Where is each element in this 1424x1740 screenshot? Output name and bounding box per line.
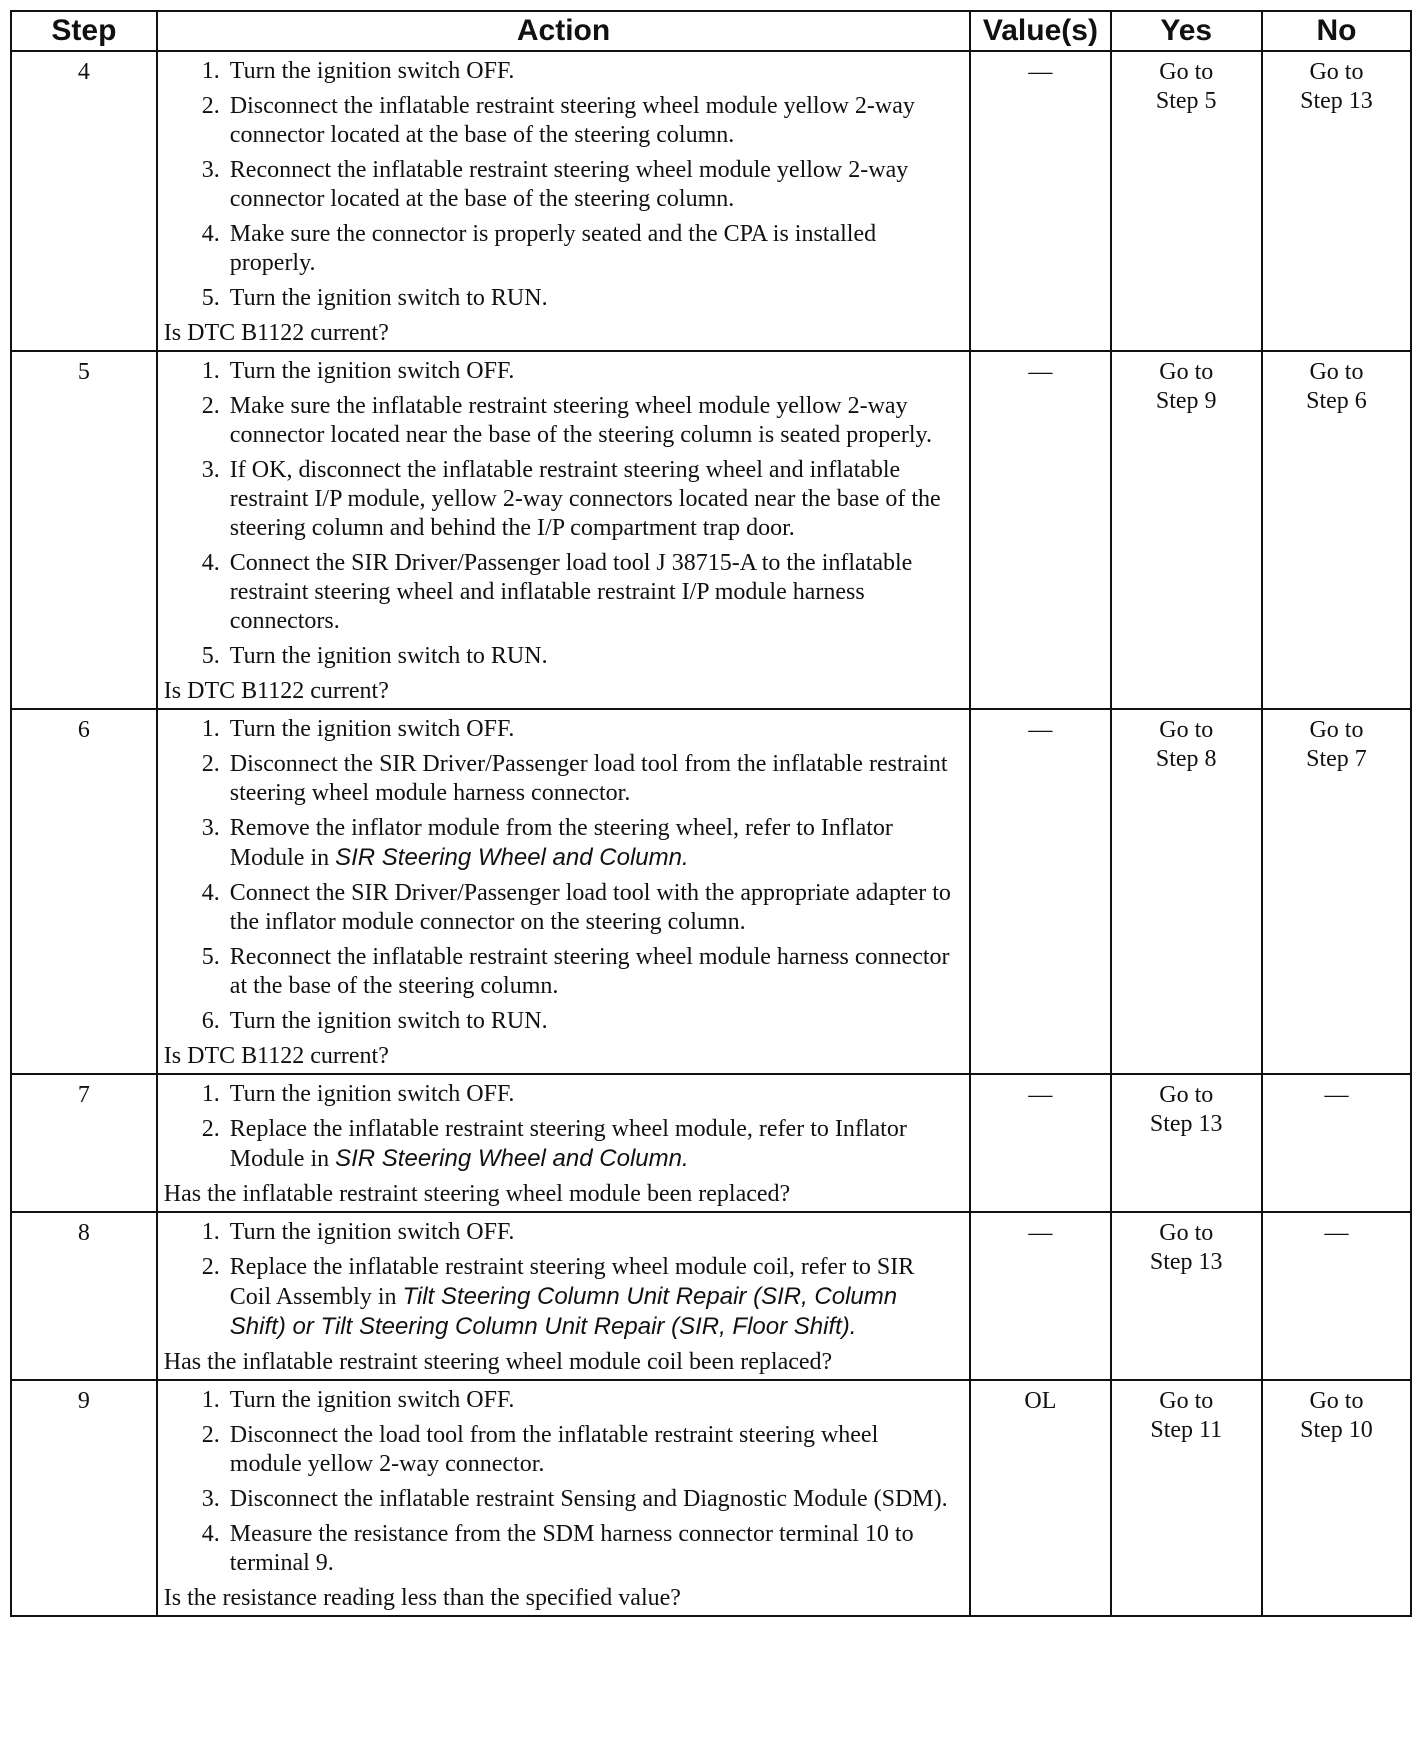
goto-label: Go to Step 11 xyxy=(1150,1388,1223,1443)
action-item xyxy=(226,943,955,1001)
action-list xyxy=(164,57,955,313)
action-cell xyxy=(157,709,970,1074)
question-text: Has the inflatable restraint steering wheel module been replaced? xyxy=(163,1181,791,1207)
action-item xyxy=(226,92,955,150)
step-number: 8 xyxy=(11,1212,157,1380)
table-row xyxy=(11,1380,1411,1616)
goto-label: Go to Step 5 xyxy=(1155,59,1217,114)
action-list xyxy=(164,715,955,1036)
header-yes: Yes xyxy=(1111,11,1262,51)
action-text: Turn the ignition switch OFF. xyxy=(229,716,515,742)
action-text: Measure the resistance from the SDM harness connector terminal 10 to terminal 9. xyxy=(229,1521,914,1576)
action-item xyxy=(226,1253,955,1342)
yes-cell xyxy=(1111,1212,1262,1380)
no-cell xyxy=(1262,1380,1411,1616)
no-cell xyxy=(1262,351,1411,709)
action-text: Disconnect the load tool from the inflatable restraint steering wheel module yellow 2-way connector. xyxy=(229,1422,879,1477)
action-text: Make sure the connector is properly seated and the CPA is installed properly. xyxy=(229,221,877,276)
no-cell: — xyxy=(1262,1212,1411,1380)
reference-title: Tilt Steering Column Unit Repair (SIR, Column Shift) or Tilt Steering Column Unit Repair (SIR, Floor Shift). xyxy=(229,1283,898,1340)
reference-title: SIR Steering Wheel and Column. xyxy=(335,844,689,871)
table-row xyxy=(11,1212,1411,1380)
action-list xyxy=(164,1386,955,1578)
yes-cell xyxy=(1111,51,1262,351)
value-cell: OL xyxy=(970,1380,1110,1616)
header-action: Action xyxy=(157,11,970,51)
step-number: 6 xyxy=(11,709,157,1074)
no-cell: — xyxy=(1262,1074,1411,1212)
action-text: Turn the ignition switch OFF. xyxy=(229,358,515,384)
action-text: Turn the ignition switch to RUN. xyxy=(229,285,548,311)
goto-label: Go to Step 10 xyxy=(1300,1388,1373,1443)
action-item xyxy=(226,1386,955,1415)
action-list xyxy=(164,357,955,671)
table-row xyxy=(11,51,1411,351)
action-text: Disconnect the inflatable restraint steering wheel module yellow 2-way connector located at the base of the steering column. xyxy=(229,93,915,148)
question-text: Has the inflatable restraint steering wheel module coil been replaced? xyxy=(163,1349,833,1375)
action-text: Reconnect the inflatable restraint steering wheel module harness connector at the base of the steering column. xyxy=(229,944,950,999)
action-text: Turn the ignition switch OFF. xyxy=(229,58,515,84)
header-no: No xyxy=(1262,11,1411,51)
action-item xyxy=(226,357,955,386)
goto-label: Go to Step 13 xyxy=(1149,1220,1223,1275)
header-row xyxy=(11,11,1411,51)
action-text: Make sure the inflatable restraint steering wheel module yellow 2-way connector located near the base of the steering column is seated properly. xyxy=(229,393,932,448)
action-item xyxy=(226,1007,955,1036)
question-text: Is DTC B1122 current? xyxy=(163,1043,389,1069)
table-row xyxy=(11,1074,1411,1212)
action-item xyxy=(226,814,955,873)
action-text: Turn the ignition switch OFF. xyxy=(229,1219,515,1245)
action-item xyxy=(226,1520,955,1578)
step-number: 5 xyxy=(11,351,157,709)
question-text: Is DTC B1122 current? xyxy=(163,320,389,346)
action-cell xyxy=(157,351,970,709)
action-text: Turn the ignition switch OFF. xyxy=(229,1387,515,1413)
yes-cell xyxy=(1111,1380,1262,1616)
action-item xyxy=(226,156,955,214)
table-row xyxy=(11,351,1411,709)
question-text: Is DTC B1122 current? xyxy=(163,678,389,704)
yes-cell xyxy=(1111,709,1262,1074)
goto-label: Go to Step 9 xyxy=(1155,359,1217,414)
table-body xyxy=(11,51,1411,1616)
step-number: 7 xyxy=(11,1074,157,1212)
action-item xyxy=(226,1115,955,1174)
action-text: Turn the ignition switch to RUN. xyxy=(229,643,548,669)
action-item xyxy=(226,1080,955,1109)
action-item xyxy=(226,220,955,278)
action-text: Replace the inflatable restraint steering wheel module coil, refer to SIR Coil Assembly in xyxy=(229,1254,915,1310)
action-item xyxy=(226,750,955,808)
action-item xyxy=(226,456,955,543)
action-text: Connect the SIR Driver/Passenger load tool J 38715-A to the inflatable restraint steering wheel and inflatable restraint I/P module harness connectors. xyxy=(229,550,913,634)
value-cell: — xyxy=(970,1212,1110,1380)
action-cell xyxy=(157,51,970,351)
value-cell: — xyxy=(970,1074,1110,1212)
goto-label: Go to Step 8 xyxy=(1155,717,1217,772)
action-text: Turn the ignition switch OFF. xyxy=(229,1081,515,1107)
action-item xyxy=(226,1421,955,1479)
action-text: Remove the inflator module from the steering wheel, refer to Inflator Module in xyxy=(229,815,893,871)
action-item xyxy=(226,1485,955,1514)
action-item xyxy=(226,284,955,313)
goto-label: Go to Step 13 xyxy=(1300,59,1373,114)
action-list xyxy=(164,1080,955,1174)
no-cell xyxy=(1262,709,1411,1074)
action-item xyxy=(226,1218,955,1247)
header-values: Value(s) xyxy=(970,11,1110,51)
reference-title: SIR Steering Wheel and Column. xyxy=(335,1145,689,1172)
action-text: Disconnect the SIR Driver/Passenger load tool from the inflatable restraint steering wheel module harness connector. xyxy=(229,751,948,806)
value-cell: — xyxy=(970,709,1110,1074)
action-text: Connect the SIR Driver/Passenger load tool with the appropriate adapter to the inflator module connector on the steering column. xyxy=(229,880,951,935)
action-item xyxy=(226,57,955,86)
action-text: If OK, disconnect the inflatable restraint steering wheel and inflatable restraint I/P module, yellow 2-way connectors located near the base of the steering column and behind the I/P compartment trap door. xyxy=(229,457,941,541)
action-list xyxy=(164,1218,955,1342)
goto-label: Go to Step 7 xyxy=(1306,717,1367,772)
action-cell xyxy=(157,1380,970,1616)
goto-label: Go to Step 6 xyxy=(1306,359,1367,414)
action-text: Turn the ignition switch to RUN. xyxy=(229,1008,548,1034)
yes-cell xyxy=(1111,1074,1262,1212)
step-number: 9 xyxy=(11,1380,157,1616)
action-item xyxy=(226,549,955,636)
action-cell xyxy=(157,1212,970,1380)
action-cell xyxy=(157,1074,970,1212)
table-row xyxy=(11,709,1411,1074)
goto-label: Go to Step 13 xyxy=(1149,1082,1223,1137)
action-item xyxy=(226,642,955,671)
diagnostic-table xyxy=(10,10,1412,1617)
value-cell: — xyxy=(970,51,1110,351)
action-text: Disconnect the inflatable restraint Sensing and Diagnostic Module (SDM). xyxy=(229,1486,948,1512)
question-text: Is the resistance reading less than the specified value? xyxy=(163,1585,681,1611)
action-item xyxy=(226,715,955,744)
action-text: Replace the inflatable restraint steering wheel module, refer to Inflator Module in xyxy=(229,1116,907,1172)
action-item xyxy=(226,392,955,450)
yes-cell xyxy=(1111,351,1262,709)
action-text: Reconnect the inflatable restraint steering wheel module yellow 2-way connector located at the base of the steering column. xyxy=(229,157,909,212)
value-cell: — xyxy=(970,351,1110,709)
header-step: Step xyxy=(11,11,157,51)
step-number: 4 xyxy=(11,51,157,351)
action-item xyxy=(226,879,955,937)
no-cell xyxy=(1262,51,1411,351)
